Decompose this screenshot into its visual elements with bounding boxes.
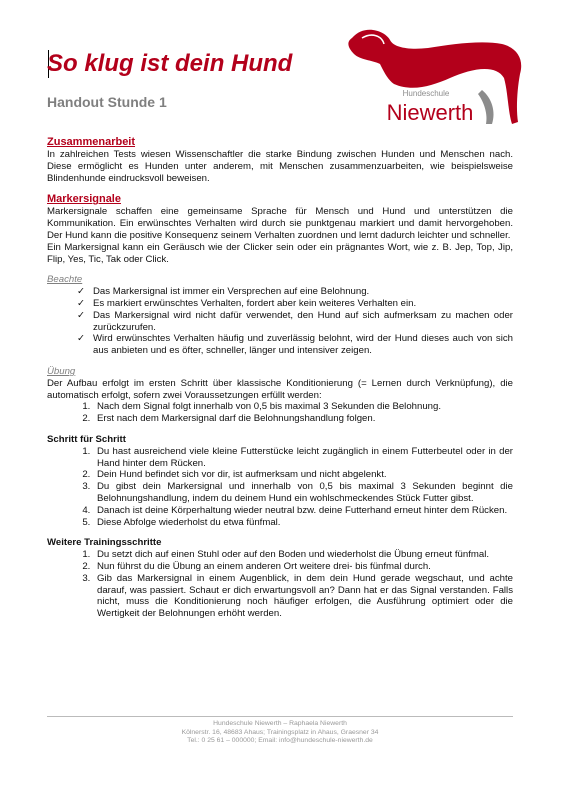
list-item: ✓ Es markiert erwünschtes Verhalten, fordert aber kein weiteres Verhalten ein. xyxy=(77,297,417,309)
checkmark-icon: ✓ xyxy=(77,297,86,309)
footer-line-3: Tel.: 0 25 61 – 000000; Email: info@hundeschule-niewerth.de xyxy=(187,737,373,744)
list-item: ✓ Das Markersignal wird nicht dafür verwendet, den Hund auf sich aufmerksam zu machen oder zurückzurufen. xyxy=(77,309,513,333)
list-item: 5. Diese Abfolge wiederholst du etwa fünfmal. xyxy=(93,517,513,529)
heading-uebung: Übung xyxy=(47,365,76,377)
list-item: 1. Du hast ausreichend viele kleine Futterstücke leicht zugänglich in einem Futterbeutel oder in der Hand hinter dem Rücken. xyxy=(93,446,513,470)
hundeschule-logo xyxy=(332,20,532,138)
page-title: So klug ist dein Hund xyxy=(47,50,293,77)
footer-line-1: Hundeschule Niewerth – Raphaela Niewerth xyxy=(213,720,347,727)
footer xyxy=(47,720,513,746)
checkmark-icon: ✓ xyxy=(77,286,86,298)
heading-markersignale: Markersignale xyxy=(47,193,121,206)
list-item: 1. Du setzt dich auf einen Stuhl oder auf den Boden und wiederholst die Übung erneut fünfmal. xyxy=(93,549,513,561)
paragraph-markersignale-1: Markersignale schaffen eine gemeinsame Sprache für Mensch und Hund und unterstützen die Kommunikation. Ein erwünschtes Verhalten wird durch sie punktgenau markiert und damit hervorgehoben. Der Hund kann die positive Konsequenz seinem Verhalten zuordnen und lernt dadurch leichter und schneller. xyxy=(47,206,513,241)
weitere-list xyxy=(47,549,513,620)
list-item: 3. Gib das Markersignal in einem Augenblick, in dem dein Hund gerade wegschaut, und achte darauf, was passiert. Schaut er dich erwartungsvoll an? Dann hat er das Signal verstanden. Falls nicht, muss die Konditionierung noch häufiger erfolgen, die Ausführung optimiert oder die Wertigkeit der Belohnungen erhöht werden. xyxy=(93,573,513,620)
list-item: 4. Danach ist deine Körperhaltung wieder neutral bzw. deine Futterhand erneut hinter dem Rücken. xyxy=(93,505,513,517)
list-item: 1. Nach dem Signal folgt innerhalb von 0,5 bis maximal 3 Sekunden die Belohnung. xyxy=(93,401,513,413)
paragraph-uebung: Der Aufbau erfolgt im ersten Schritt über klassische Konditionierung (= Lernen durch Verknüpfung), die automatisch erfolgt, sofern zwei Voraussetzungen erfüllt werden: xyxy=(47,377,513,401)
heading-zusammenarbeit: Zusammenarbeit xyxy=(47,136,136,148)
list-item: 3. Du gibst dein Markersignal und innerhalb von 0,5 bis maximal 3 Sekunden beginnt die Belohnungshandlung, indem du deinem Hund ein wohlschmeckendes Stück Futter gibst. xyxy=(93,481,513,505)
heading-weitere-trainingsschritte: Weitere Trainingsschritte xyxy=(47,537,162,549)
page-subtitle: Handout Stunde 1 xyxy=(47,94,167,110)
schritt-list xyxy=(47,446,513,529)
checkmark-icon: ✓ xyxy=(77,309,86,321)
list-item: ✓ Das Markersignal ist immer ein Versprechen auf eine Belohnung. xyxy=(77,286,370,298)
paragraph-zusammenarbeit: In zahlreichen Tests wiesen Wissenschaftler die starke Bindung zwischen Hunden und Menschen nach. Diese ermöglicht es Hunden unter anderem, mit Menschen zusammenzuarbeiten, wie beispielsweise Blindenhunde eindrucksvoll beweisen. xyxy=(47,149,513,184)
list-item: 2. Nun führst du die Übung an einem anderen Ort weitere drei- bis fünfmal durch. xyxy=(93,561,513,573)
beachte-list xyxy=(47,286,513,357)
list-item: 2. Dein Hund befindet sich vor dir, ist aufmerksam und nicht abgelenkt. xyxy=(93,469,513,481)
heading-schritt-fuer-schritt: Schritt für Schritt xyxy=(47,433,126,445)
logo-line2: Niewerth xyxy=(386,100,474,125)
logo-line1: Hundeschule xyxy=(402,89,450,98)
document-body xyxy=(47,136,513,620)
paragraph-markersignale-2: Ein Markersignal kann ein Geräusch wie der Clicker sein oder ein prägnantes Wort, wie z. B. Jep, Top, Jip, Flip, Yes, Tic, Tak oder Click. xyxy=(47,241,513,265)
list-item: 2. Erst nach dem Markersignal darf die Belohnungshandlung folgen. xyxy=(93,413,513,425)
checkmark-icon: ✓ xyxy=(77,333,86,345)
footer-divider xyxy=(47,716,513,717)
footer-line-2: Kölnerstr. 16, 48683 Ahaus; Trainingsplatz in Ahaus, Graesner 34 xyxy=(181,728,379,736)
uebung-list xyxy=(47,401,513,425)
heading-beachte: Beachte xyxy=(47,274,83,286)
list-item: ✓ Wird erwünschtes Verhalten häufig und zuverlässig belohnt, wird der Hund dieses auch von sich aus anbieten und es öfter, schneller, länger und intensiver zeigen. xyxy=(77,333,513,357)
